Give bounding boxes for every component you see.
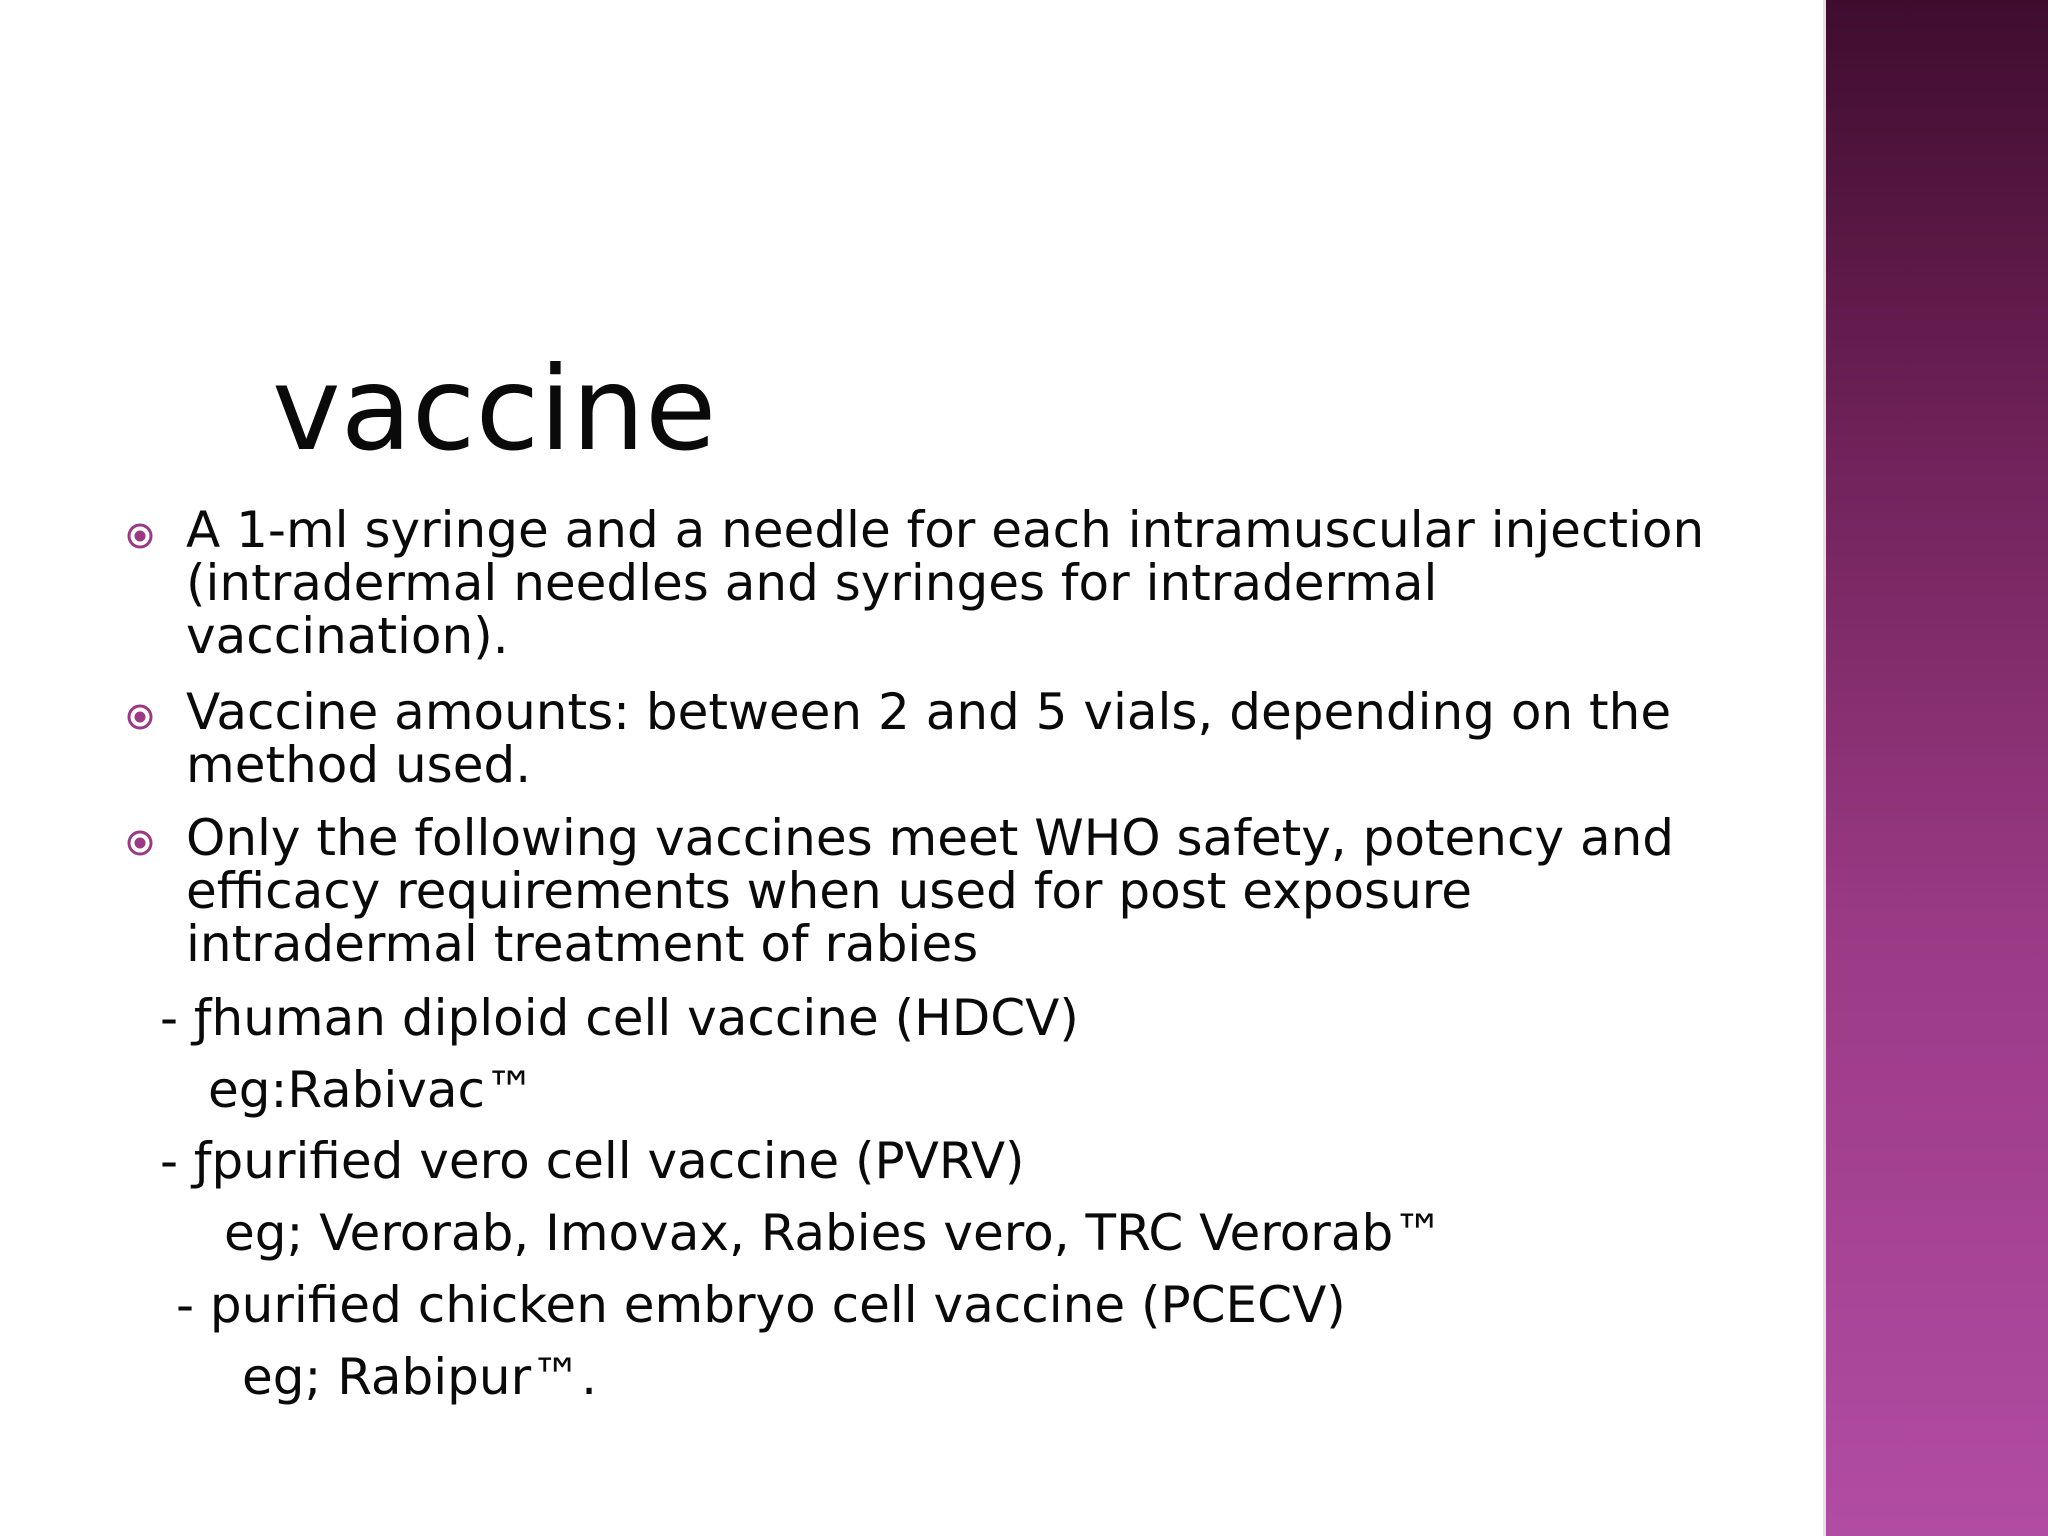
sub-item-hdcv-example: eg:Rabivac™ <box>208 1061 535 1119</box>
slide-title: vaccine <box>272 342 717 477</box>
circled-dot-icon <box>126 703 154 731</box>
circled-dot-icon <box>126 829 154 857</box>
decorative-side-bar <box>1826 0 2048 1536</box>
sub-item-pcecv-example: eg; Rabipur™. <box>242 1348 598 1406</box>
bullet-vaccine-amounts: Vaccine amounts: between 2 and 5 vials, depending on the method used. <box>186 683 1672 794</box>
bullet-syringe: A 1-ml syringe and a needle for each intramuscular injection (intradermal needles and syringes for intradermal vaccination). <box>186 501 1705 665</box>
bullet-who-vaccines: Only the following vaccines meet WHO safety, potency and efficacy requirements when used for post exposure intradermal treatment of rabies <box>186 809 1675 973</box>
sub-item-hdcv: - ƒhuman diploid cell vaccine (HDCV) <box>160 989 1079 1047</box>
sub-item-pvrv-example: eg; Verorab, Imovax, Rabies vero, TRC Verorab™ <box>224 1204 1444 1262</box>
circled-dot-icon <box>126 522 154 550</box>
sub-item-pvrv: - ƒpurified vero cell vaccine (PVRV) <box>160 1132 1025 1190</box>
sub-item-pcecv: - purified chicken embryo cell vaccine (PCECV) <box>176 1276 1346 1334</box>
